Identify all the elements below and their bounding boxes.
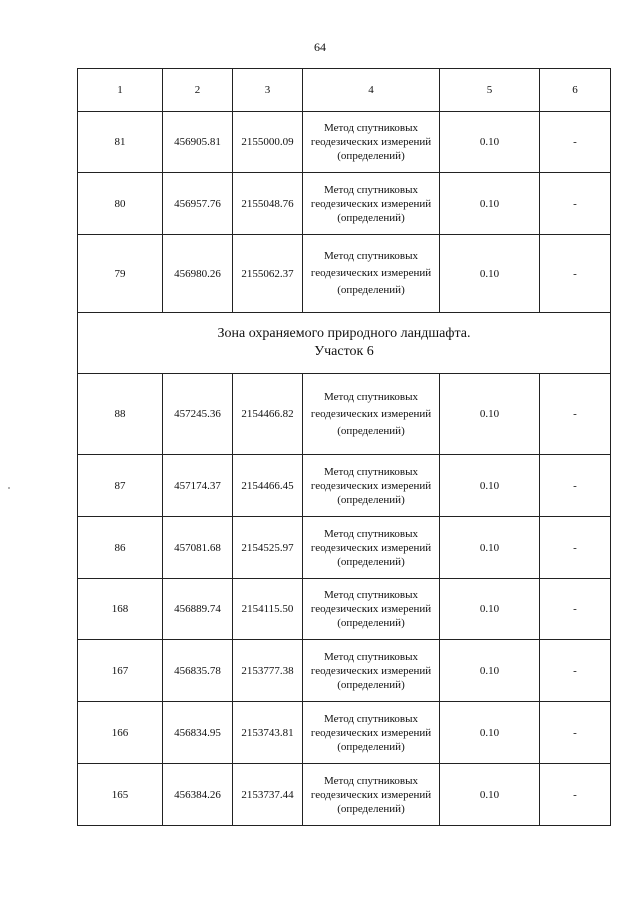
method-cell (303, 112, 440, 173)
header-cell: 4 (303, 69, 440, 112)
table-row (78, 640, 611, 702)
method-cell (303, 579, 440, 640)
y-coordinate: 2153743.81 (233, 702, 303, 764)
page-number: 64 (314, 40, 326, 54)
section-title: Зона охраняемого природного ландшафта. (217, 326, 471, 341)
method-cell (303, 235, 440, 313)
x-coordinate: 456384.26 (163, 764, 233, 826)
method-text: Метод спутниковых геодезических измерений (определений) (310, 712, 432, 753)
x-coordinate: 457174.37 (163, 455, 233, 517)
y-coordinate: 2155062.37 (233, 235, 303, 313)
table-row (78, 235, 611, 313)
method-text: Метод спутниковых геодезических измерений (определений) (310, 774, 432, 815)
accuracy-cell: 0.10 (440, 579, 540, 640)
point-number: 168 (78, 579, 163, 640)
point-number: 166 (78, 702, 163, 764)
method-cell (303, 764, 440, 826)
note-cell: - (540, 112, 611, 173)
method-text: Метод спутниковых геодезических измерений (определений) (310, 527, 432, 568)
y-coordinate: 2153737.44 (233, 764, 303, 826)
accuracy-cell: 0.10 (440, 517, 540, 579)
method-text: Метод спутниковых геодезических измерений (определений) (310, 390, 432, 437)
point-number: 87 (78, 455, 163, 517)
y-coordinate: 2154115.50 (233, 579, 303, 640)
table-row (78, 173, 611, 235)
note-cell: - (540, 455, 611, 517)
table-header-row (78, 69, 611, 112)
header-cell: 3 (233, 69, 303, 112)
section-heading (78, 313, 611, 374)
method-text: Метод спутниковых геодезических измерений (определений) (310, 183, 432, 224)
point-number: 79 (78, 235, 163, 313)
point-number: 88 (78, 374, 163, 455)
method-cell (303, 455, 440, 517)
method-text: Метод спутниковых геодезических измерений (определений) (310, 250, 432, 296)
section-subtitle: Участок 6 (314, 344, 374, 359)
section-row (78, 313, 611, 374)
table-row (78, 455, 611, 517)
note-cell: - (540, 374, 611, 455)
y-coordinate: 2154525.97 (233, 517, 303, 579)
y-coordinate: 2155000.09 (233, 112, 303, 173)
header-cell: 6 (540, 69, 611, 112)
method-cell (303, 173, 440, 235)
note-cell: - (540, 764, 611, 826)
method-cell (303, 374, 440, 455)
x-coordinate: 456957.76 (163, 173, 233, 235)
note-cell: - (540, 640, 611, 702)
table-row (78, 702, 611, 764)
method-text: Метод спутниковых геодезических измерений (определений) (310, 465, 432, 506)
table-row (78, 374, 611, 455)
y-coordinate: 2153777.38 (233, 640, 303, 702)
point-number: 167 (78, 640, 163, 702)
scan-speck (8, 487, 10, 489)
x-coordinate: 457245.36 (163, 374, 233, 455)
x-coordinate: 457081.68 (163, 517, 233, 579)
point-number: 86 (78, 517, 163, 579)
point-number: 80 (78, 173, 163, 235)
header-cell: 1 (78, 69, 163, 112)
y-coordinate: 2154466.82 (233, 374, 303, 455)
coordinates-table (77, 68, 611, 826)
x-coordinate: 456905.81 (163, 112, 233, 173)
method-text: Метод спутниковых геодезических измерений (определений) (310, 122, 432, 162)
method-cell (303, 702, 440, 764)
accuracy-cell: 0.10 (440, 764, 540, 826)
table-row (78, 517, 611, 579)
point-number: 81 (78, 112, 163, 173)
note-cell: - (540, 235, 611, 313)
note-cell: - (540, 517, 611, 579)
method-text: Метод спутниковых геодезических измерений (определений) (310, 589, 432, 629)
table-row (78, 112, 611, 173)
note-cell: - (540, 579, 611, 640)
accuracy-cell: 0.10 (440, 640, 540, 702)
accuracy-cell: 0.10 (440, 455, 540, 517)
accuracy-cell: 0.10 (440, 235, 540, 313)
method-text: Метод спутниковых геодезических измерений (определений) (310, 650, 432, 691)
method-cell (303, 640, 440, 702)
y-coordinate: 2155048.76 (233, 173, 303, 235)
accuracy-cell: 0.10 (440, 702, 540, 764)
x-coordinate: 456980.26 (163, 235, 233, 313)
x-coordinate: 456834.95 (163, 702, 233, 764)
note-cell: - (540, 702, 611, 764)
x-coordinate: 456835.78 (163, 640, 233, 702)
note-cell: - (540, 173, 611, 235)
table-row (78, 764, 611, 826)
y-coordinate: 2154466.45 (233, 455, 303, 517)
header-cell: 5 (440, 69, 540, 112)
point-number: 165 (78, 764, 163, 826)
accuracy-cell: 0.10 (440, 112, 540, 173)
accuracy-cell: 0.10 (440, 173, 540, 235)
header-cell: 2 (163, 69, 233, 112)
method-cell (303, 517, 440, 579)
x-coordinate: 456889.74 (163, 579, 233, 640)
table-row (78, 579, 611, 640)
accuracy-cell: 0.10 (440, 374, 540, 455)
